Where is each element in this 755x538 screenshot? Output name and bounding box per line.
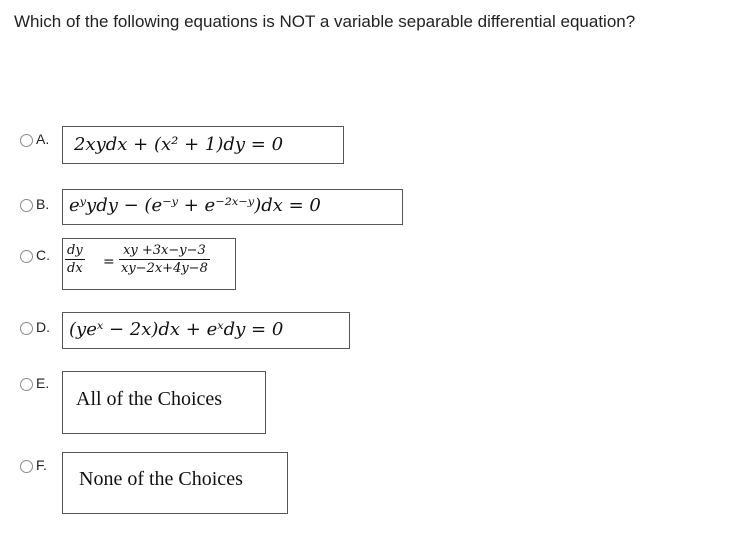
option-c-lhs-numerator: dy [67, 243, 83, 258]
option-a-equation: 2xydx + (x² + 1)dy = 0 [74, 134, 284, 155]
radio-d[interactable] [20, 322, 33, 335]
option-d-letter: D. [36, 319, 50, 335]
option-b-letter: B. [36, 196, 50, 212]
option-c-equals: = [103, 254, 115, 270]
option-c-rhs-denominator: xy−2x+4y−8 [121, 261, 208, 276]
option-a-equation-box [62, 126, 344, 164]
option-e-text: All of the Choices [76, 388, 223, 410]
option-d-equation: (yeˣ − 2x)dx + eˣdy = 0 [69, 319, 284, 340]
option-c-rhs-numerator: xy +3x−y−3 [119, 243, 210, 260]
radio-a[interactable] [20, 134, 33, 147]
radio-c[interactable] [20, 250, 33, 263]
option-e-choice-box [62, 371, 266, 434]
option-c-rhs-fraction [119, 243, 210, 276]
option-f-choice-box [62, 452, 288, 514]
option-b-equation: eʸydy − (e⁻ʸ + e⁻²ˣ⁻ʸ)dx = 0 [69, 195, 321, 216]
option-c-lhs-fraction [65, 243, 85, 276]
option-b-equation-box [62, 189, 403, 225]
option-a-letter: A. [36, 131, 50, 147]
radio-f[interactable] [20, 460, 33, 473]
question-text: Which of the following equations is NOT a variable separable differential equation? [14, 12, 636, 31]
option-d-equation-box [62, 312, 350, 349]
option-f-letter: F. [36, 457, 47, 473]
radio-e[interactable] [20, 378, 33, 391]
option-e-letter: E. [36, 375, 50, 391]
option-c-letter: C. [36, 247, 50, 263]
radio-b[interactable] [20, 199, 33, 212]
option-c-lhs-denominator: dx [67, 261, 83, 276]
option-f-text: None of the Choices [79, 468, 243, 490]
option-c-equation-box [62, 238, 236, 290]
